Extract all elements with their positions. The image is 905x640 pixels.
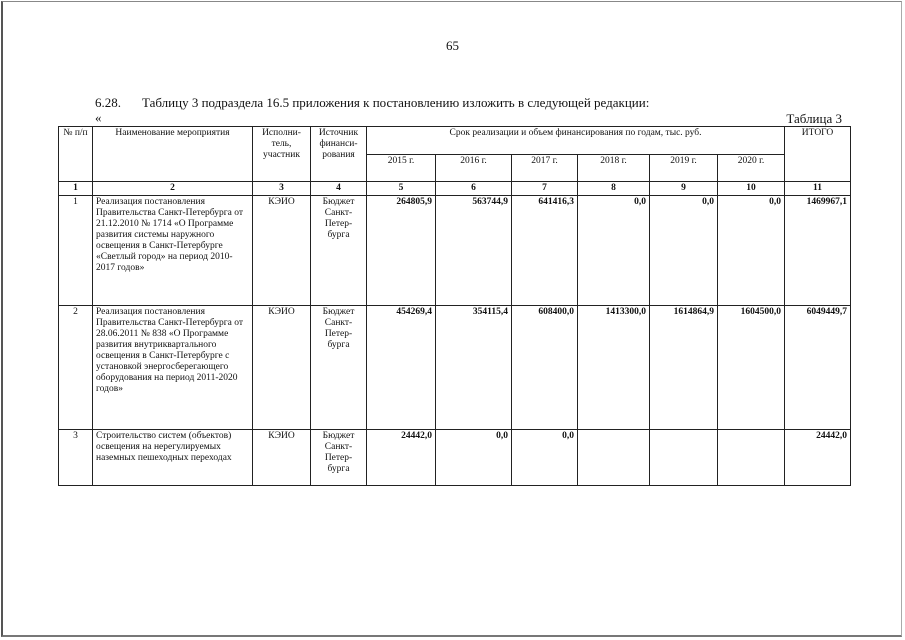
header-total: ИТОГО: [785, 127, 851, 182]
column-index: 11: [785, 182, 851, 196]
header-year: 2020 г.: [718, 154, 785, 182]
opening-quote: «: [95, 110, 102, 125]
table-row: [59, 430, 851, 486]
header-period: Срок реализации и объем финансирования по годам, тыс. руб.: [367, 127, 785, 155]
row-source: Бюджет Санкт-Петер-бурга: [311, 196, 367, 306]
column-index: 3: [253, 182, 311, 196]
row-num: 3: [59, 430, 93, 486]
column-index: 9: [650, 182, 718, 196]
header-name: Наименование мероприятия: [93, 127, 253, 182]
column-index-row: [59, 182, 851, 196]
row-executor: КЭИО: [253, 430, 311, 486]
row-num: 1: [59, 196, 93, 306]
column-index: 2: [93, 182, 253, 196]
row-value: 1413300,0: [578, 306, 650, 430]
row-value: 641416,3: [512, 196, 578, 306]
header-year: 2018 г.: [578, 154, 650, 182]
row-value: 454269,4: [367, 306, 436, 430]
header-year: 2016 г.: [436, 154, 512, 182]
page-number: 65: [446, 38, 459, 53]
row-total: 24442,0: [785, 430, 851, 486]
row-value: [718, 430, 785, 486]
row-source: Бюджет Санкт-Петер-бурга: [311, 306, 367, 430]
row-value: [650, 430, 718, 486]
row-total: 6049449,7: [785, 306, 851, 430]
row-value: 608400,0: [512, 306, 578, 430]
table-label: Таблица 3: [786, 111, 842, 126]
row-name: Реализация постановления Правительства Санкт-Петербурга от 28.06.2011 № 838 «О Программе развития внутриквартального освещения в Санкт-Петербурге с установкой энергосберегающего оборудования на период 2011-2020 годов»: [93, 306, 253, 430]
row-value: 354115,4: [436, 306, 512, 430]
header-year: 2015 г.: [367, 154, 436, 182]
header-year: 2019 г.: [650, 154, 718, 182]
row-value: 1604500,0: [718, 306, 785, 430]
row-source: Бюджет Санкт-Петер-бурга: [311, 430, 367, 486]
row-value: 24442,0: [367, 430, 436, 486]
column-index: 10: [718, 182, 785, 196]
row-value: 0,0: [578, 196, 650, 306]
row-value: 1614864,9: [650, 306, 718, 430]
row-value: 264805,9: [367, 196, 436, 306]
paragraph-number: 6.28.: [95, 95, 121, 110]
column-index: 8: [578, 182, 650, 196]
header-row-1: [59, 127, 851, 155]
header-executor: Исполни-тель, участник: [253, 127, 311, 182]
header-num: № п/п: [59, 127, 93, 182]
column-index: 5: [367, 182, 436, 196]
column-index: 4: [311, 182, 367, 196]
column-index: 1: [59, 182, 93, 196]
row-executor: КЭИО: [253, 196, 311, 306]
row-num: 2: [59, 306, 93, 430]
table-row: [59, 306, 851, 430]
table-row: [59, 196, 851, 306]
row-value: 0,0: [650, 196, 718, 306]
header-year: 2017 г.: [512, 154, 578, 182]
row-name: Строительство систем (объектов) освещения на нерегулируемых наземных пешеходных переходах: [93, 430, 253, 486]
paragraph-text: Таблицу 3 подраздела 16.5 приложения к постановлению изложить в следующей редакции:: [142, 95, 650, 110]
row-name: Реализация постановления Правительства Санкт-Петербурга от 21.12.2010 № 1714 «О Программе развития системы наружного освещения в Санкт-Петербурге «Светлый город» на период 2010-2017 годов»: [93, 196, 253, 306]
financing-table: [58, 126, 851, 486]
paragraph: [95, 95, 649, 111]
row-total: 1469967,1: [785, 196, 851, 306]
row-executor: КЭИО: [253, 306, 311, 430]
header-source: Источник финанси-рования: [311, 127, 367, 182]
row-value: 563744,9: [436, 196, 512, 306]
column-index: 6: [436, 182, 512, 196]
row-value: 0,0: [718, 196, 785, 306]
row-value: 0,0: [512, 430, 578, 486]
column-index: 7: [512, 182, 578, 196]
row-value: [578, 430, 650, 486]
row-value: 0,0: [436, 430, 512, 486]
